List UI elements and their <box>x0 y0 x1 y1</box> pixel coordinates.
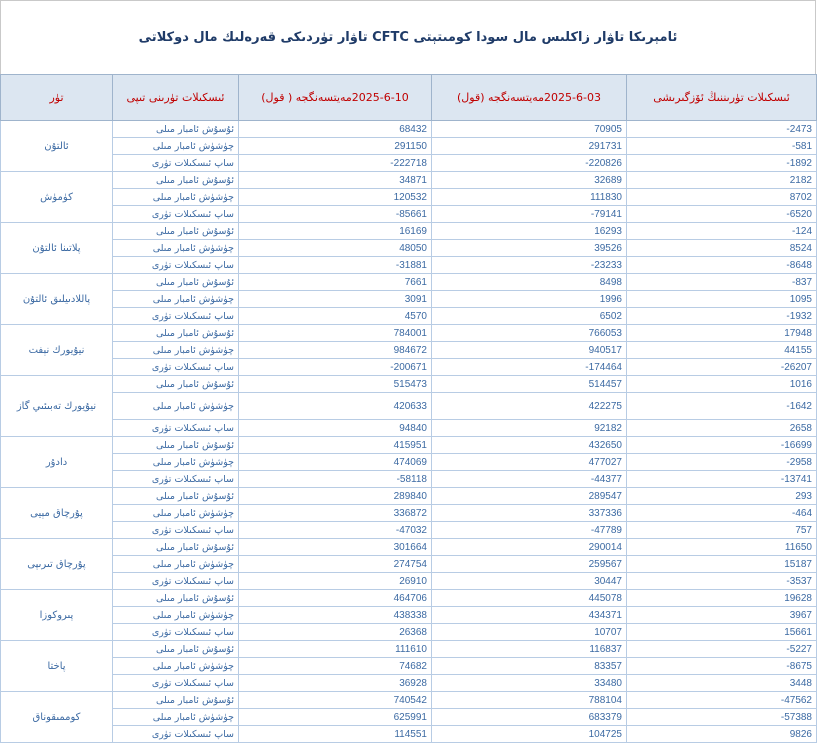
change-value-cell[interactable]: -581 <box>627 138 817 155</box>
report-title: ئامېرىكا تاۋار زاكلىس مال سودا كومىتېتى CFTC تاۋار تۈردىكى قەرەلىك مال دوكلاتى <box>138 30 678 45</box>
variety-cell[interactable]: پىروكوزا <box>1 590 113 641</box>
change-value-cell[interactable]: -3537 <box>627 573 817 590</box>
date2-value-cell[interactable]: 1996 <box>432 291 627 308</box>
change-value-cell[interactable]: 2182 <box>627 172 817 189</box>
change-value-cell[interactable]: 17948 <box>627 325 817 342</box>
change-value-cell[interactable]: -1932 <box>627 308 817 325</box>
date2-value-cell[interactable]: 422275 <box>432 393 627 420</box>
date2-value-cell[interactable]: 683379 <box>432 709 627 726</box>
date2-value-cell[interactable]: 104725 <box>432 726 627 743</box>
table-row <box>1 471 817 488</box>
position-type-cell[interactable]: ئۇسۇش ئامبار مىلى <box>113 121 239 138</box>
date2-value-cell[interactable]: 788104 <box>432 692 627 709</box>
date1-value-cell[interactable]: 415951 <box>239 437 432 454</box>
change-value-cell[interactable]: -837 <box>627 274 817 291</box>
date1-value-cell[interactable]: 120532 <box>239 189 432 206</box>
position-type-cell[interactable]: چۈشۈش ئامبار مىلى <box>113 342 239 359</box>
date2-value-cell[interactable]: 6502 <box>432 308 627 325</box>
table-row <box>1 641 817 658</box>
date2-value-cell[interactable]: -44377 <box>432 471 627 488</box>
date1-value-cell[interactable]: 740542 <box>239 692 432 709</box>
date1-value-cell[interactable]: 7661 <box>239 274 432 291</box>
position-type-cell[interactable]: ساپ ئىسكىلات تۈرى <box>113 155 239 172</box>
date1-value-cell[interactable]: 4570 <box>239 308 432 325</box>
table-row <box>1 240 817 257</box>
position-type-cell[interactable]: ئۇسۇش ئامبار مىلى <box>113 172 239 189</box>
position-type-cell[interactable]: ساپ ئىسكىلات تۈرى <box>113 359 239 376</box>
date2-value-cell[interactable]: 289547 <box>432 488 627 505</box>
change-value-cell[interactable]: -8648 <box>627 257 817 274</box>
change-value-cell[interactable]: 8524 <box>627 240 817 257</box>
change-value-cell[interactable]: 8702 <box>627 189 817 206</box>
table-row <box>1 121 817 138</box>
date1-value-cell[interactable]: 420633 <box>239 393 432 420</box>
date1-value-cell[interactable]: 16169 <box>239 223 432 240</box>
date2-value-cell[interactable]: 32689 <box>432 172 627 189</box>
position-type-cell[interactable]: چۈشۈش ئامبار مىلى <box>113 505 239 522</box>
date2-value-cell[interactable]: 39526 <box>432 240 627 257</box>
table-row <box>1 539 817 556</box>
date1-value-cell[interactable]: 625991 <box>239 709 432 726</box>
change-value-cell[interactable]: -26207 <box>627 359 817 376</box>
table-row <box>1 624 817 641</box>
header-row <box>1 75 817 121</box>
date2-value-cell[interactable]: -23233 <box>432 257 627 274</box>
date2-value-cell[interactable]: -47789 <box>432 522 627 539</box>
date2-value-cell[interactable]: 514457 <box>432 376 627 393</box>
change-value-cell[interactable]: -124 <box>627 223 817 240</box>
date1-value-cell[interactable]: 94840 <box>239 420 432 437</box>
variety-cell[interactable]: پاختا <box>1 641 113 692</box>
date2-value-cell[interactable]: 337336 <box>432 505 627 522</box>
change-value-cell[interactable]: 3448 <box>627 675 817 692</box>
change-value-cell[interactable]: 9826 <box>627 726 817 743</box>
date1-value-cell[interactable]: 464706 <box>239 590 432 607</box>
date2-value-cell[interactable]: 30447 <box>432 573 627 590</box>
position-type-cell[interactable]: ساپ ئىسكىلات تۈرى <box>113 675 239 692</box>
table-row <box>1 359 817 376</box>
table-row <box>1 709 817 726</box>
date1-value-cell[interactable]: -85661 <box>239 206 432 223</box>
position-type-cell[interactable]: ساپ ئىسكىلات تۈرى <box>113 257 239 274</box>
change-value-cell[interactable]: 15661 <box>627 624 817 641</box>
date2-value-cell[interactable]: 432650 <box>432 437 627 454</box>
date1-value-cell[interactable]: -58118 <box>239 471 432 488</box>
date1-value-cell[interactable]: 515473 <box>239 376 432 393</box>
position-type-cell[interactable]: ساپ ئىسكىلات تۈرى <box>113 206 239 223</box>
table-row <box>1 223 817 240</box>
header-change[interactable]: ئىسكىلات تۈرىننىڭ ئۆزگىرىشى <box>627 75 817 121</box>
date1-value-cell[interactable]: 3091 <box>239 291 432 308</box>
table-row <box>1 573 817 590</box>
table-row <box>1 155 817 172</box>
change-value-cell[interactable]: 19628 <box>627 590 817 607</box>
position-type-cell[interactable]: ئۇسۇش ئامبار مىلى <box>113 590 239 607</box>
table-row <box>1 420 817 437</box>
position-type-cell[interactable]: ساپ ئىسكىلات تۈرى <box>113 624 239 641</box>
date1-value-cell[interactable]: 26368 <box>239 624 432 641</box>
change-value-cell[interactable]: -5227 <box>627 641 817 658</box>
date1-value-cell[interactable]: 48050 <box>239 240 432 257</box>
variety-cell[interactable]: پۇرچاق مېيى <box>1 488 113 539</box>
position-type-cell[interactable]: چۈشۈش ئامبار مىلى <box>113 607 239 624</box>
position-type-cell[interactable]: ساپ ئىسكىلات تۈرى <box>113 573 239 590</box>
date1-value-cell[interactable]: 784001 <box>239 325 432 342</box>
table-row <box>1 308 817 325</box>
change-value-cell[interactable]: 3967 <box>627 607 817 624</box>
table-row <box>1 437 817 454</box>
date2-value-cell[interactable]: 116837 <box>432 641 627 658</box>
date1-value-cell[interactable]: 68432 <box>239 121 432 138</box>
table-row <box>1 172 817 189</box>
cftc-table <box>0 74 817 743</box>
change-value-cell[interactable]: 44155 <box>627 342 817 359</box>
date2-value-cell[interactable]: 33480 <box>432 675 627 692</box>
table-row <box>1 454 817 471</box>
header-variety[interactable]: تۈر <box>1 75 113 121</box>
date2-value-cell[interactable]: 434371 <box>432 607 627 624</box>
title-cell[interactable] <box>0 0 816 74</box>
change-value-cell[interactable]: -2473 <box>627 121 817 138</box>
date2-value-cell[interactable]: 92182 <box>432 420 627 437</box>
change-value-cell[interactable]: -1642 <box>627 393 817 420</box>
position-type-cell[interactable]: چۈشۈش ئامبار مىلى <box>113 454 239 471</box>
header-date1[interactable]: 2025-6-10مەيتسەنگجە ( قول) <box>239 75 432 121</box>
change-value-cell[interactable]: 11650 <box>627 539 817 556</box>
position-type-cell[interactable]: ئۇسۇش ئامبار مىلى <box>113 692 239 709</box>
date1-value-cell[interactable]: 34871 <box>239 172 432 189</box>
change-value-cell[interactable]: 293 <box>627 488 817 505</box>
position-type-cell[interactable]: ئۇسۇش ئامبار مىلى <box>113 325 239 342</box>
date1-value-cell[interactable]: 289840 <box>239 488 432 505</box>
date2-value-cell[interactable]: 766053 <box>432 325 627 342</box>
change-value-cell[interactable]: 2658 <box>627 420 817 437</box>
position-type-cell[interactable]: ساپ ئىسكىلات تۈرى <box>113 471 239 488</box>
date2-value-cell[interactable]: 10707 <box>432 624 627 641</box>
date1-value-cell[interactable]: 984672 <box>239 342 432 359</box>
position-type-cell[interactable]: ئۇسۇش ئامبار مىلى <box>113 274 239 291</box>
date2-value-cell[interactable]: -220826 <box>432 155 627 172</box>
table-row <box>1 590 817 607</box>
position-type-cell[interactable]: ئۇسۇش ئامبار مىلى <box>113 223 239 240</box>
table-row <box>1 206 817 223</box>
position-type-cell[interactable]: ئۇسۇش ئامبار مىلى <box>113 641 239 658</box>
position-type-cell[interactable]: چۈشۈش ئامبار مىلى <box>113 556 239 573</box>
change-value-cell[interactable]: -13741 <box>627 471 817 488</box>
date1-value-cell[interactable]: -200671 <box>239 359 432 376</box>
table-row <box>1 138 817 155</box>
date1-value-cell[interactable]: -31881 <box>239 257 432 274</box>
table-row <box>1 658 817 675</box>
date2-value-cell[interactable]: 70905 <box>432 121 627 138</box>
position-type-cell[interactable]: ساپ ئىسكىلات تۈرى <box>113 420 239 437</box>
change-value-cell[interactable]: -6520 <box>627 206 817 223</box>
variety-cell[interactable]: دادۇر <box>1 437 113 488</box>
table-row <box>1 342 817 359</box>
header-date2[interactable]: 2025-6-03مەيتسەنگجە (قول) <box>432 75 627 121</box>
position-type-cell[interactable]: چۈشۈش ئامبار مىلى <box>113 240 239 257</box>
date1-value-cell[interactable]: 111610 <box>239 641 432 658</box>
date1-value-cell[interactable]: -47032 <box>239 522 432 539</box>
table-row <box>1 522 817 539</box>
change-value-cell[interactable]: 1016 <box>627 376 817 393</box>
table-row <box>1 488 817 505</box>
variety-cell[interactable]: پۇرچاق تىرىپى <box>1 539 113 590</box>
change-value-cell[interactable]: -464 <box>627 505 817 522</box>
date1-value-cell[interactable]: 301664 <box>239 539 432 556</box>
position-type-cell[interactable]: ئۇسۇش ئامبار مىلى <box>113 539 239 556</box>
position-type-cell[interactable]: ئۇسۇش ئامبار مىلى <box>113 376 239 393</box>
change-value-cell[interactable]: 15187 <box>627 556 817 573</box>
position-type-cell[interactable]: ئۇسۇش ئامبار مىلى <box>113 488 239 505</box>
change-value-cell[interactable]: -57388 <box>627 709 817 726</box>
date1-value-cell[interactable]: 114551 <box>239 726 432 743</box>
position-type-cell[interactable]: ساپ ئىسكىلات تۈرى <box>113 726 239 743</box>
change-value-cell[interactable]: -8675 <box>627 658 817 675</box>
date2-value-cell[interactable]: 477027 <box>432 454 627 471</box>
header-position-type[interactable]: ئىسكىلات تۈرىنى تىپى <box>113 75 239 121</box>
change-value-cell[interactable]: 757 <box>627 522 817 539</box>
change-value-cell[interactable]: -16699 <box>627 437 817 454</box>
change-value-cell[interactable]: 1095 <box>627 291 817 308</box>
table-row <box>1 675 817 692</box>
date2-value-cell[interactable]: -174464 <box>432 359 627 376</box>
position-type-cell[interactable]: ئۇسۇش ئامبار مىلى <box>113 437 239 454</box>
table-row <box>1 556 817 573</box>
table-row <box>1 291 817 308</box>
table-row <box>1 274 817 291</box>
variety-cell[interactable]: نيۇيورك نېفت <box>1 325 113 376</box>
position-type-cell[interactable]: ساپ ئىسكىلات تۈرى <box>113 308 239 325</box>
table-row <box>1 376 817 393</box>
position-type-cell[interactable]: چۈشۈش ئامبار مىلى <box>113 138 239 155</box>
date2-value-cell[interactable]: 290014 <box>432 539 627 556</box>
table-row <box>1 257 817 274</box>
position-type-cell[interactable]: چۈشۈش ئامبار مىلى <box>113 658 239 675</box>
change-value-cell[interactable]: -1892 <box>627 155 817 172</box>
date2-value-cell[interactable]: 83357 <box>432 658 627 675</box>
table-row <box>1 692 817 709</box>
position-type-cell[interactable]: چۈشۈش ئامبار مىلى <box>113 189 239 206</box>
variety-cell[interactable]: ئالتۇن <box>1 121 113 172</box>
date2-value-cell[interactable]: 111830 <box>432 189 627 206</box>
variety-cell[interactable]: پاللادىيلىق ئالتۇن <box>1 274 113 325</box>
table-body <box>1 121 817 743</box>
change-value-cell[interactable]: -2958 <box>627 454 817 471</box>
date1-value-cell[interactable]: 291150 <box>239 138 432 155</box>
date2-value-cell[interactable]: 259567 <box>432 556 627 573</box>
position-type-cell[interactable]: چۈشۈش ئامبار مىلى <box>113 291 239 308</box>
date1-value-cell[interactable]: 474069 <box>239 454 432 471</box>
date2-value-cell[interactable]: 291731 <box>432 138 627 155</box>
table-row <box>1 505 817 522</box>
position-type-cell[interactable]: چۈشۈش ئامبار مىلى <box>113 393 239 420</box>
variety-cell[interactable]: نيۇيورك تەبىئىي گاز <box>1 376 113 437</box>
date1-value-cell[interactable]: 336872 <box>239 505 432 522</box>
position-type-cell[interactable]: ساپ ئىسكىلات تۈرى <box>113 522 239 539</box>
date2-value-cell[interactable]: 940517 <box>432 342 627 359</box>
table-row <box>1 607 817 624</box>
position-type-cell[interactable]: چۈشۈش ئامبار مىلى <box>113 709 239 726</box>
table-row <box>1 393 817 420</box>
date2-value-cell[interactable]: -79141 <box>432 206 627 223</box>
table-row <box>1 726 817 743</box>
date2-value-cell[interactable]: 445078 <box>432 590 627 607</box>
date2-value-cell[interactable]: 8498 <box>432 274 627 291</box>
date1-value-cell[interactable]: -222718 <box>239 155 432 172</box>
variety-cell[interactable]: پلاتىنا ئالتۇن <box>1 223 113 274</box>
date1-value-cell[interactable]: 274754 <box>239 556 432 573</box>
date1-value-cell[interactable]: 36928 <box>239 675 432 692</box>
table-row <box>1 189 817 206</box>
date1-value-cell[interactable]: 438338 <box>239 607 432 624</box>
date1-value-cell[interactable]: 74682 <box>239 658 432 675</box>
date1-value-cell[interactable]: 26910 <box>239 573 432 590</box>
variety-cell[interactable]: كۈمۈش <box>1 172 113 223</box>
table-row <box>1 325 817 342</box>
variety-cell[interactable]: كوممىقوناق <box>1 692 113 743</box>
change-value-cell[interactable]: -47562 <box>627 692 817 709</box>
date2-value-cell[interactable]: 16293 <box>432 223 627 240</box>
